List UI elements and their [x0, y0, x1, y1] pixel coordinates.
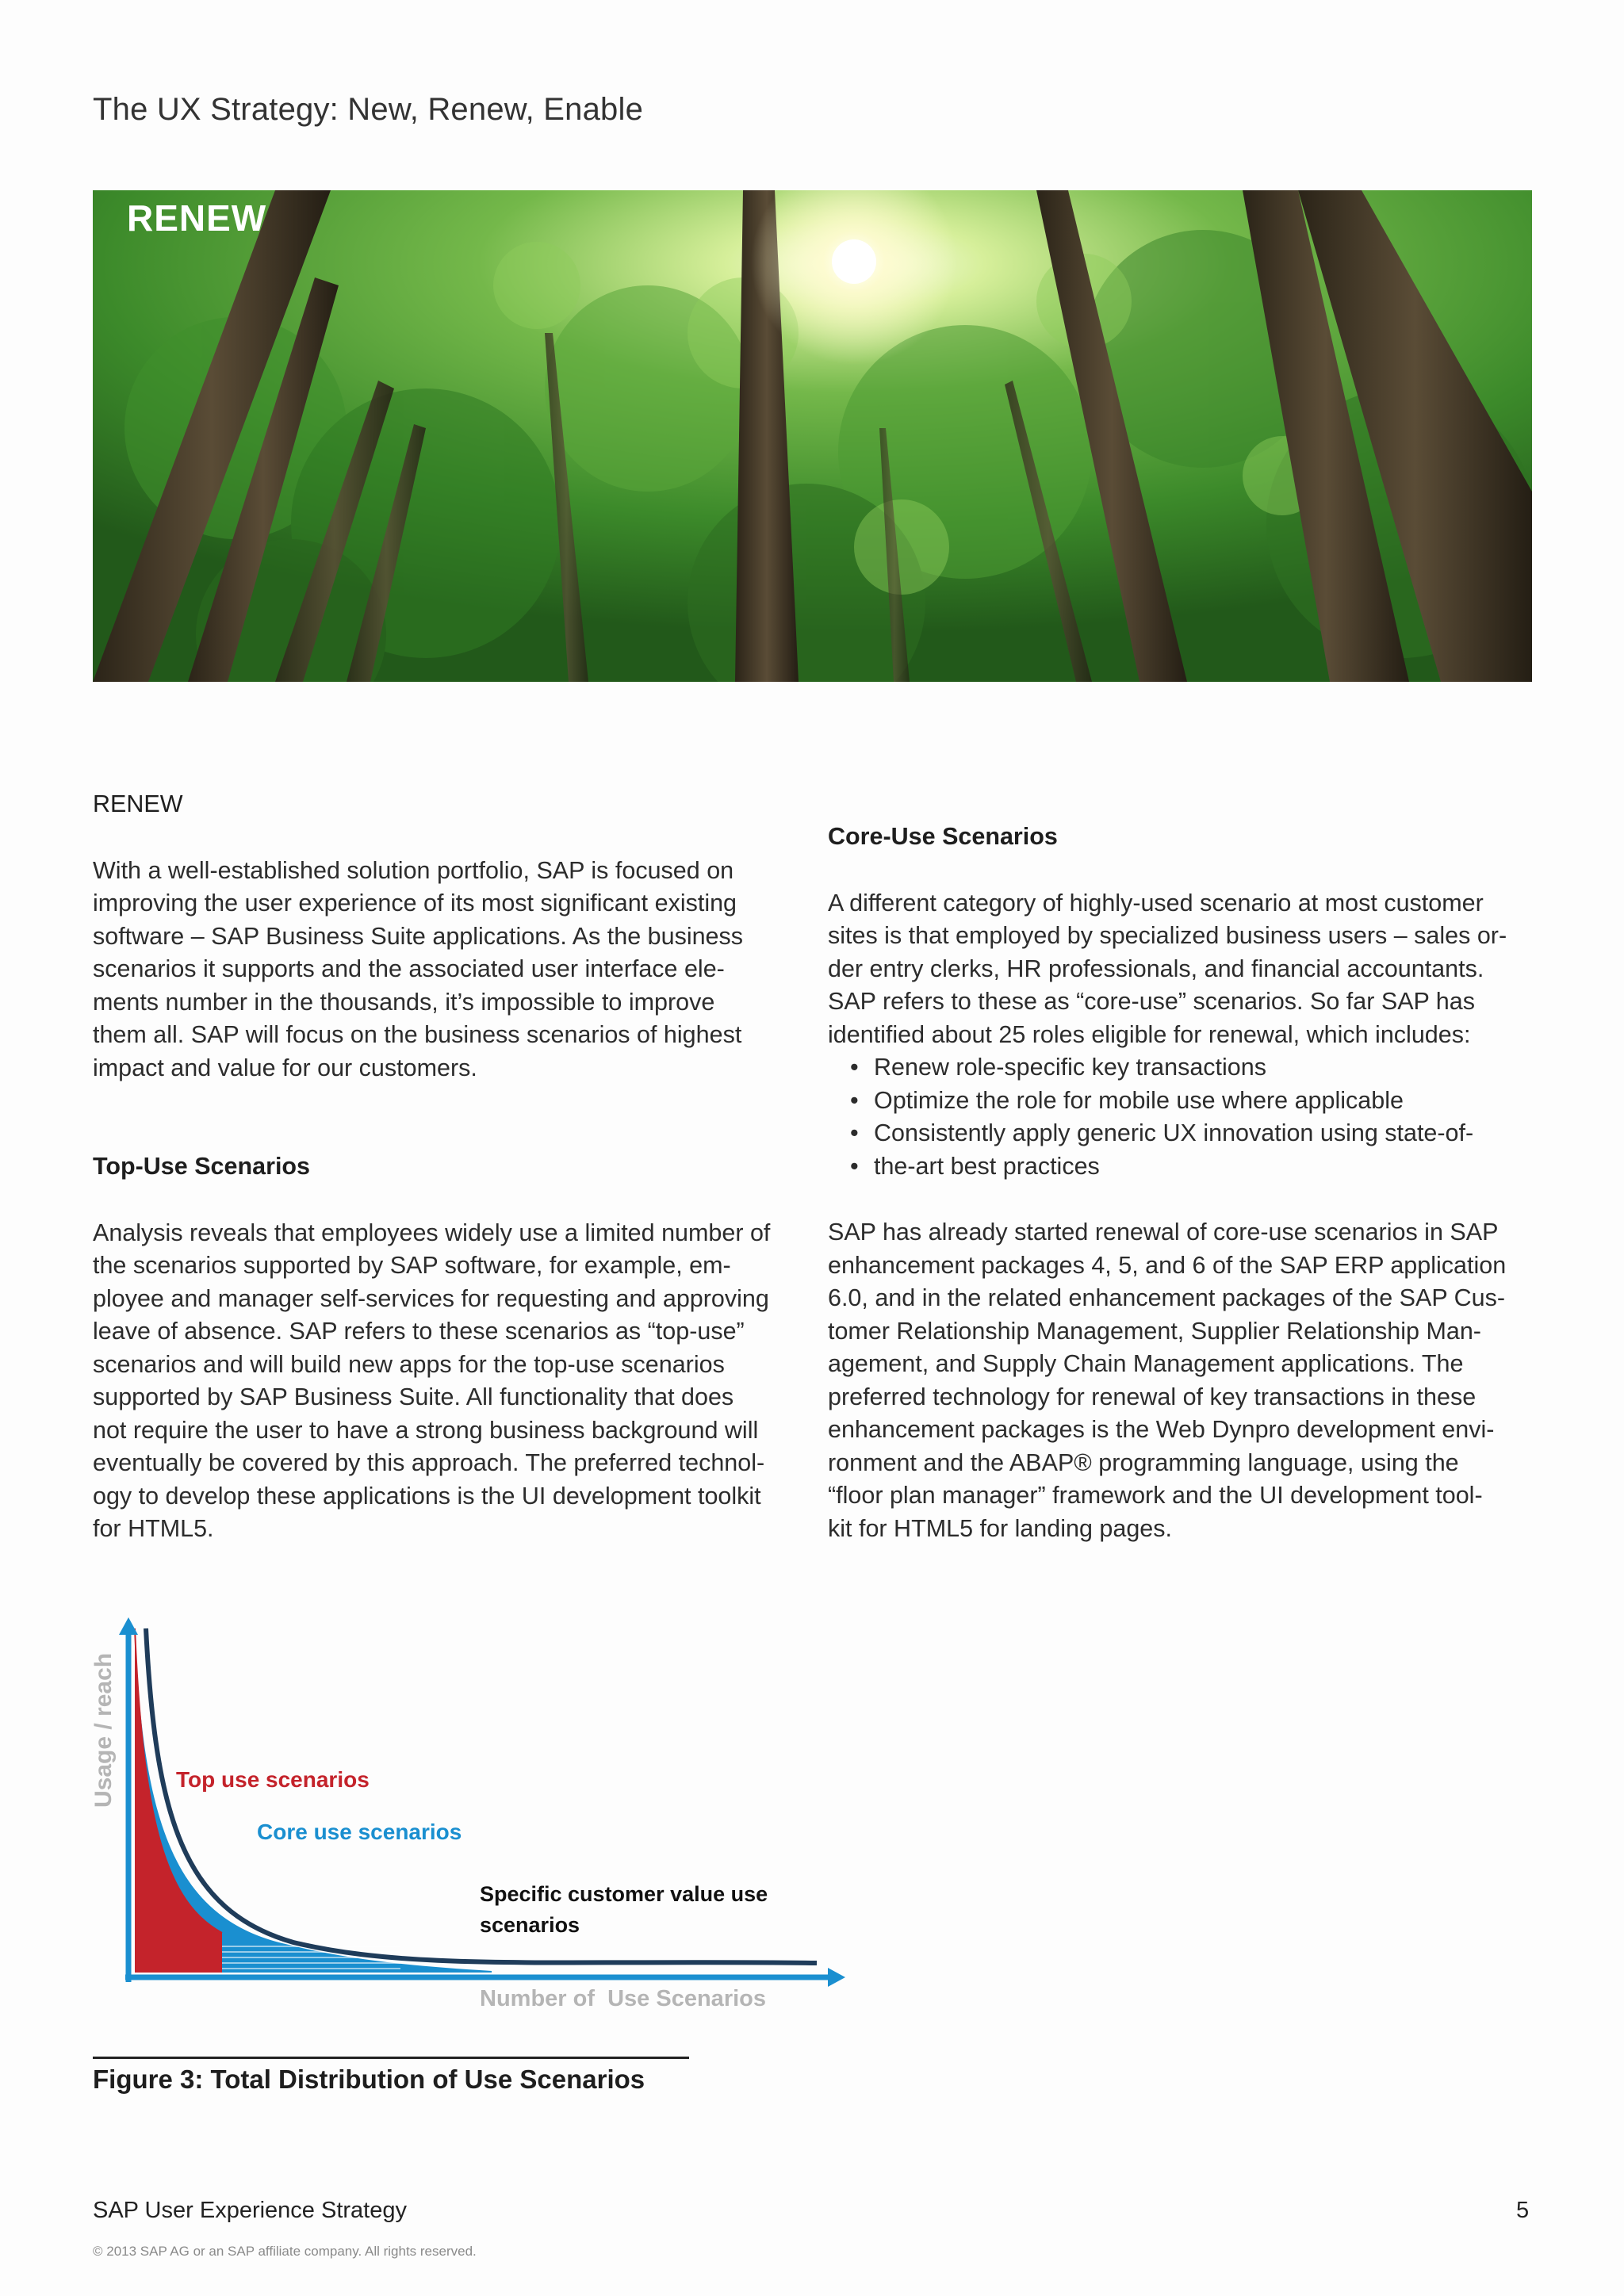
paragraph-line: ments number in the thousands, it’s impossible to improve — [93, 988, 715, 1016]
y-axis-label: Usage / reach — [90, 1652, 117, 1808]
list-item: • Consistently apply generic UX innovation using state-of- — [874, 1117, 1534, 1150]
hero-label: RENEW — [127, 197, 267, 239]
paragraph-line: Analysis reveals that employees widely use a limited number of — [93, 1219, 771, 1246]
subheading-top-use: Top-Use Scenarios — [93, 1153, 311, 1180]
distribution-diagram — [79, 1617, 856, 2022]
paragraph-line: agement, and Supply Chain Management applications. The — [828, 1350, 1464, 1377]
paragraph-line: them all. SAP will focus on the business scenarios of highest — [93, 1021, 742, 1048]
paragraph-line: improving the user experience of its most significant existing — [93, 890, 737, 916]
y-axis-arrow — [119, 1617, 138, 1635]
paragraph-line: impact and value for our customers. — [93, 1054, 477, 1081]
paragraph-line: supported by SAP Business Suite. All functionality that does — [93, 1383, 734, 1410]
label-specific-line1: Specific customer value use — [480, 1882, 768, 1906]
paragraph-line: not require the user to have a strong business background will — [93, 1416, 759, 1444]
paragraph-line: scenarios and will build new apps for the top-use scenarios — [93, 1350, 725, 1378]
list-item: • Renew role-specific key transactions — [874, 1051, 1534, 1085]
page-title: The UX Strategy: New, Renew, Enable — [93, 92, 644, 127]
paragraph-line: ronment and the ABAP® programming language, using the — [828, 1448, 1459, 1476]
forest-canopy-image — [93, 190, 1532, 682]
x-axis-arrow — [828, 1968, 845, 1987]
figure-caption: Figure 3: Total Distribution of Use Scenarios — [93, 2064, 645, 2094]
paragraph-line: the scenarios supported by SAP software, for example, em- — [93, 1252, 731, 1279]
paragraph-line: enhancement packages 4, 5, and 6 of the SAP ERP application — [828, 1251, 1507, 1279]
label-specific-line2: scenarios — [480, 1913, 580, 1937]
section-heading-renew: RENEW — [93, 790, 183, 817]
paragraph-line: scenarios it supports and the associated user interface ele- — [93, 955, 725, 982]
paragraph-line: 6.0, and in the related enhancement packages of the SAP Cus- — [828, 1284, 1505, 1311]
bullet-list — [828, 1051, 1534, 1183]
paragraph-line: “floor plan manager” framework and the UI development tool- — [828, 1482, 1483, 1509]
paragraph-line: preferred technology for renewal of key transactions in these — [828, 1383, 1477, 1410]
paragraph-line: for HTML5. — [93, 1515, 214, 1542]
list-item: • Optimize the role for mobile use where applicable — [874, 1085, 1534, 1118]
paragraph-line: ployee and manager self-services for requesting and approving — [93, 1284, 769, 1312]
subheading-core-use: Core-Use Scenarios — [828, 823, 1058, 850]
paragraph-line: With a well-established solution portfolio, SAP is focused on — [93, 856, 734, 884]
paragraph-line: SAP refers to these as “core-use” scenarios. So far SAP has — [828, 988, 1475, 1015]
footer-doc-title: SAP User Experience Strategy — [93, 2198, 407, 2223]
paragraph-line: kit for HTML5 for landing pages. — [828, 1514, 1172, 1542]
paragraph-line: sites is that employed by specialized business users – sales or- — [828, 922, 1507, 949]
left-column — [93, 788, 799, 1546]
paragraph-line: leave of absence. SAP refers to these scenarios as “top-use” — [93, 1318, 745, 1345]
paragraph-line: eventually be covered by this approach. The preferred technol- — [93, 1449, 765, 1476]
paragraph-line: A different category of highly-used scenario at most customer — [828, 889, 1484, 916]
right-column — [828, 821, 1534, 1545]
copyright-notice: © 2013 SAP AG or an SAP affiliate company. All rights reserved. — [93, 2244, 477, 2259]
label-core-use: Core use scenarios — [257, 1820, 462, 1844]
paragraph-line: SAP has already started renewal of core-use scenarios in SAP — [828, 1219, 1499, 1246]
paragraph-line: enhancement packages is the Web Dynpro development envi- — [828, 1416, 1495, 1443]
distribution-figure — [79, 1617, 856, 2026]
paragraph-line: ogy to develop these applications is the UI development toolkit — [93, 1482, 761, 1510]
paragraph-line: software – SAP Business Suite applications. As the business — [93, 922, 744, 950]
label-top-use: Top use scenarios — [176, 1767, 370, 1792]
hero-image — [93, 190, 1532, 682]
page-number: 5 — [1516, 2198, 1530, 2223]
paragraph-line: tomer Relationship Management, Supplier Relationship Man- — [828, 1317, 1481, 1345]
paragraph-line: der entry clerks, HR professionals, and financial accountants. — [828, 955, 1484, 982]
paragraph-line: the-art best practices — [874, 1152, 1100, 1180]
paragraph-line: identified about 25 roles eligible for renewal, which includes: — [828, 1020, 1471, 1048]
figure-rule — [93, 2057, 689, 2059]
x-axis-label: Number of Use Scenarios — [480, 1986, 766, 2011]
list-item-continuation — [874, 1150, 1534, 1184]
